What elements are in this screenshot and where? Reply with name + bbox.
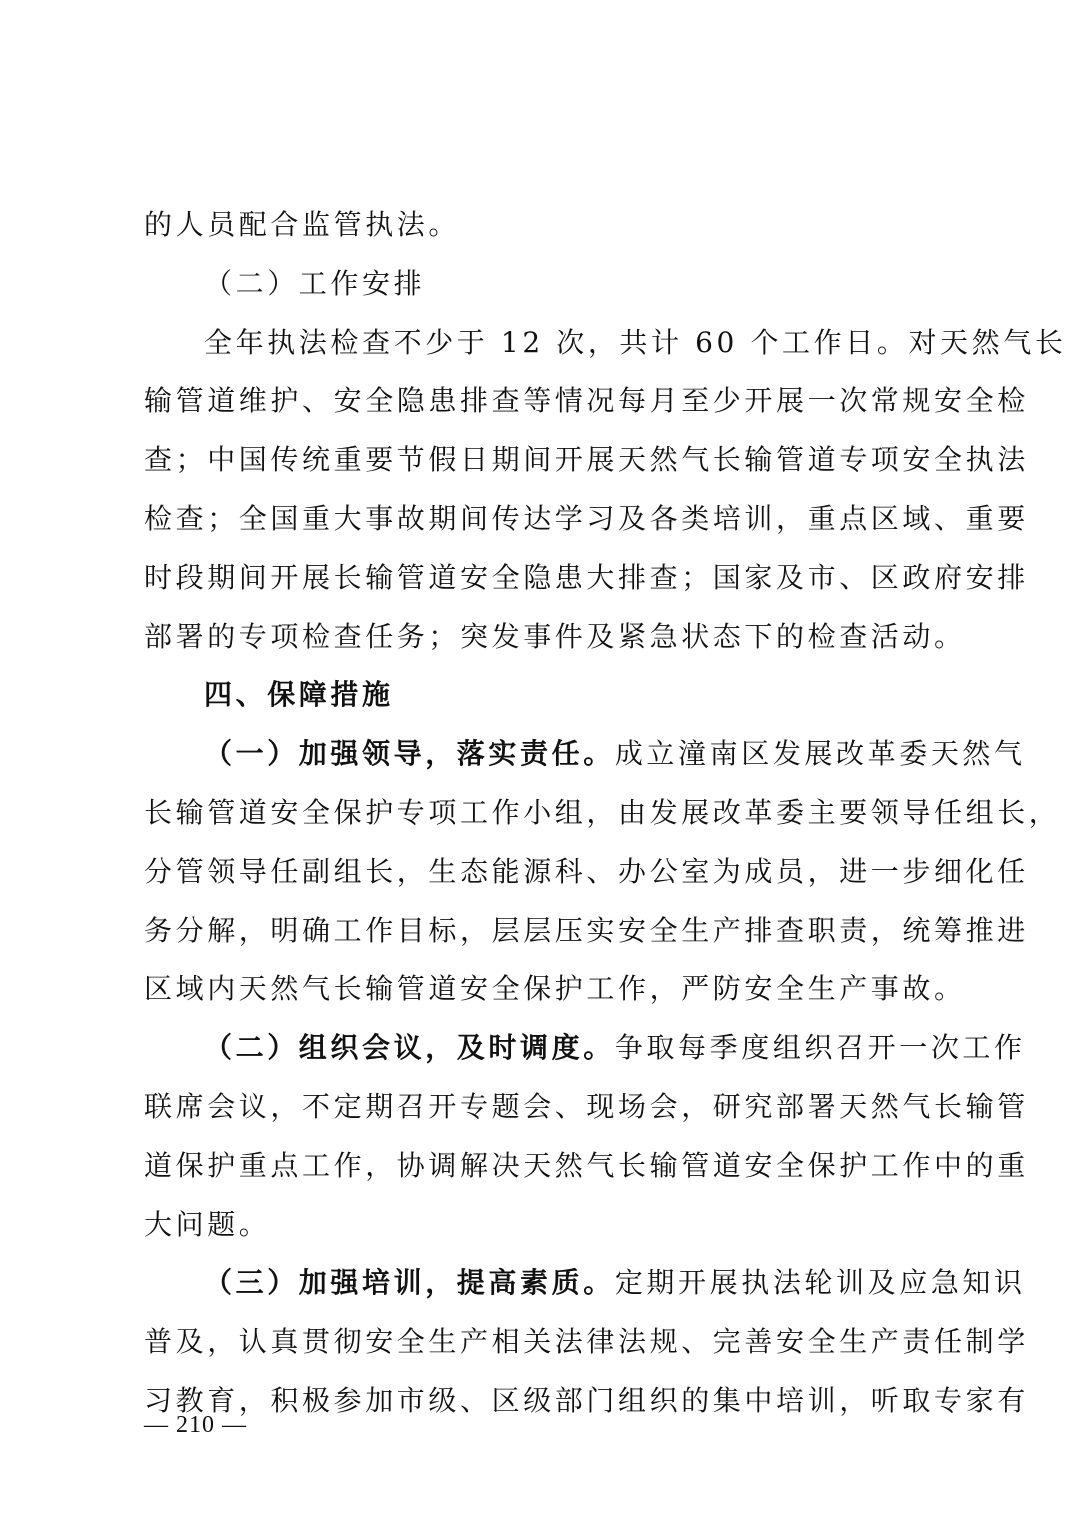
paragraph-lead: （三）加强培训，提高素质。 <box>204 1266 615 1300</box>
body-text <box>144 196 1067 1431</box>
text-line: 输管道维护、安全隐患排查等情况每月至少开展一次常规安全检 <box>144 384 1029 418</box>
paragraph-text: 成立潼南区发展改革委天然气 <box>614 737 1026 771</box>
paragraph-lead: （二）组织会议，及时调度。 <box>204 1031 615 1065</box>
text-line: 的人员配合监管执法。 <box>144 208 461 241</box>
text-line: 查；中国传统重要节假日期间开展天然气长输管道专项安全执法 <box>144 443 1029 477</box>
text-line: 区域内天然气长输管道安全保护工作，严防安全生产事故。 <box>144 972 966 1006</box>
page-number: — 210 — <box>144 1412 247 1438</box>
text-line: 联席会议，不定期召开专题会、现场会，研究部署天然气长输管 <box>144 1089 1029 1123</box>
text-line: 务分解，明确工作目标，层层压实安全生产排查职责，统筹推进 <box>144 913 1029 947</box>
text-line: 检查；全国重大事故期间传达学习及各类培训，重点区域、重要 <box>144 501 1029 535</box>
paragraph-lead: （一）加强领导，落实责任。 <box>204 737 615 771</box>
section-heading: 四、保障措施 <box>204 678 394 712</box>
paragraph-text: 争取每季度组织召开一次工作 <box>614 1031 1026 1065</box>
text-line <box>144 1254 1026 1313</box>
text-line: 部署的专项检查任务；突发事件及紧急状态下的检查活动。 <box>144 619 966 653</box>
text-line: 道保护重点工作，协调解决天然气长输管道安全保护工作中的重 <box>144 1148 1029 1182</box>
text-line: 全年执法检查不少于 12 次，共计 60 个工作日。对天然气长 <box>204 325 1067 359</box>
text-line: 大问题。 <box>144 1207 271 1241</box>
text-line: 长输管道安全保护专项工作小组，由发展改革委主要领导任组长， <box>144 795 1061 829</box>
text-line: 时段期间开展长输管道安全隐患大排查；国家及市、区政府安排 <box>144 560 1029 594</box>
text-line <box>144 1019 1026 1078</box>
paragraph-text: 定期开展执法轮训及应急知识 <box>614 1266 1026 1300</box>
text-line: 习教育，积极参加市级、区级部门组织的集中培训，听取专家有 <box>144 1383 1029 1417</box>
text-line: 普及，认真贯彻安全生产相关法律法规、完善安全生产责任制学 <box>144 1325 1029 1359</box>
text-line: 分管领导任副组长，生态能源科、办公室为成员，进一步细化任 <box>144 854 1029 888</box>
text-line <box>144 725 1026 784</box>
section-subheading: （二）工作安排 <box>204 266 426 300</box>
